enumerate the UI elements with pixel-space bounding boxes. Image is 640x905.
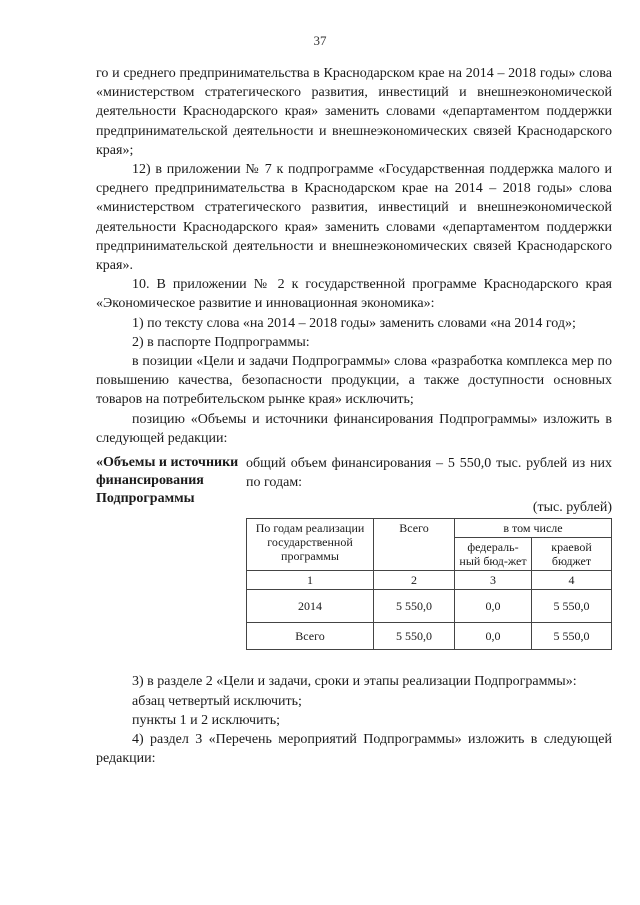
paragraph: го и среднего предпринимательства в Краснодарском крае на 2014 – 2018 годы» слова «министерством стратегического развития, инвестиций и внешнеэкономической деятельности Краснодарского края» заменить словами «департаментом поддержки предпринимательской деятельности и внешнеэкономических связей Краснодарского края»; [96,66,612,158]
page-number: 37 [313,33,327,48]
table-cell: 4 [532,571,612,590]
table-cell: 2 [374,571,455,590]
header-total: Всего [374,519,455,571]
document-body [96,64,612,768]
table-cell: 0,0 [455,590,532,623]
table-cell: 2014 [247,590,374,623]
bottom-section [96,672,612,768]
paragraph: пункты 1 и 2 исключить; [132,712,280,728]
paragraph: позицию «Объемы и источники финансирования Подпрограммы» изложить в следующей редакции: [96,411,612,446]
table-cell: 3 [455,571,532,590]
table-row [247,590,612,623]
financing-table [246,518,612,650]
table-cell: Всего [247,623,374,650]
paragraph: 3) в разделе 2 «Цели и задачи, сроки и этапы реализации Подпрограммы»: [132,674,577,690]
unit-label: (тыс. рублей) [532,500,612,516]
paragraph: абзац четвертый исключить; [132,693,302,709]
passport-section [96,454,612,650]
paragraph: 12) в приложении № 7 к подпрограмме «Государственная поддержка малого и среднего предпринимательства в Краснодарском крае на 2014 – 2018 годы» слова «министерством стратегического развития, инвестиций и внешнеэкономической деятельности Краснодарского края» заменить словами «департаментом поддержки предпринимательской деятельности и внешнеэкономических связей Краснодарского края». [96,162,612,274]
table-cell: 1 [247,571,374,590]
paragraph: 10. В приложении № 2 к государственной программе Краснодарского края «Экономическое развитие и инновационная экономика»: [96,277,612,312]
table-cell: 5 550,0 [374,590,455,623]
table-row [247,623,612,650]
header-including: в том числе [455,519,612,538]
paragraph: 2) в паспорте Подпрограммы: [132,334,310,350]
header-regional: краевой бюджет [532,538,612,571]
table-cell: 5 550,0 [532,590,612,623]
table-cell: 5 550,0 [374,623,455,650]
passport-text: общий объем финансирования – 5 550,0 тыс. рублей из них по годам: [246,456,612,491]
paragraph: 4) раздел 3 «Перечень мероприятий Подпрограммы» изложить в следующей редакции: [96,732,612,767]
paragraph: 1) по тексту слова «на 2014 – 2018 годы» заменить словами «на 2014 год»; [132,315,576,331]
passport-content [246,454,612,650]
table-cell: 0,0 [455,623,532,650]
passport-label: «Объемы и источники финансирования Подпрограммы [96,455,239,507]
header-federal: федераль-ный бюд-жет [455,538,532,571]
table-row [247,571,612,590]
paragraph: в позиции «Цели и задачи Подпрограммы» слова «разработка комплекса мер по повышению качества, безопасности продукции, а также доступности основных товаров на потребительском рынке края» исключить; [96,354,612,408]
header-years: По годам реализации государственной программы [247,519,374,571]
table-cell: 5 550,0 [532,623,612,650]
